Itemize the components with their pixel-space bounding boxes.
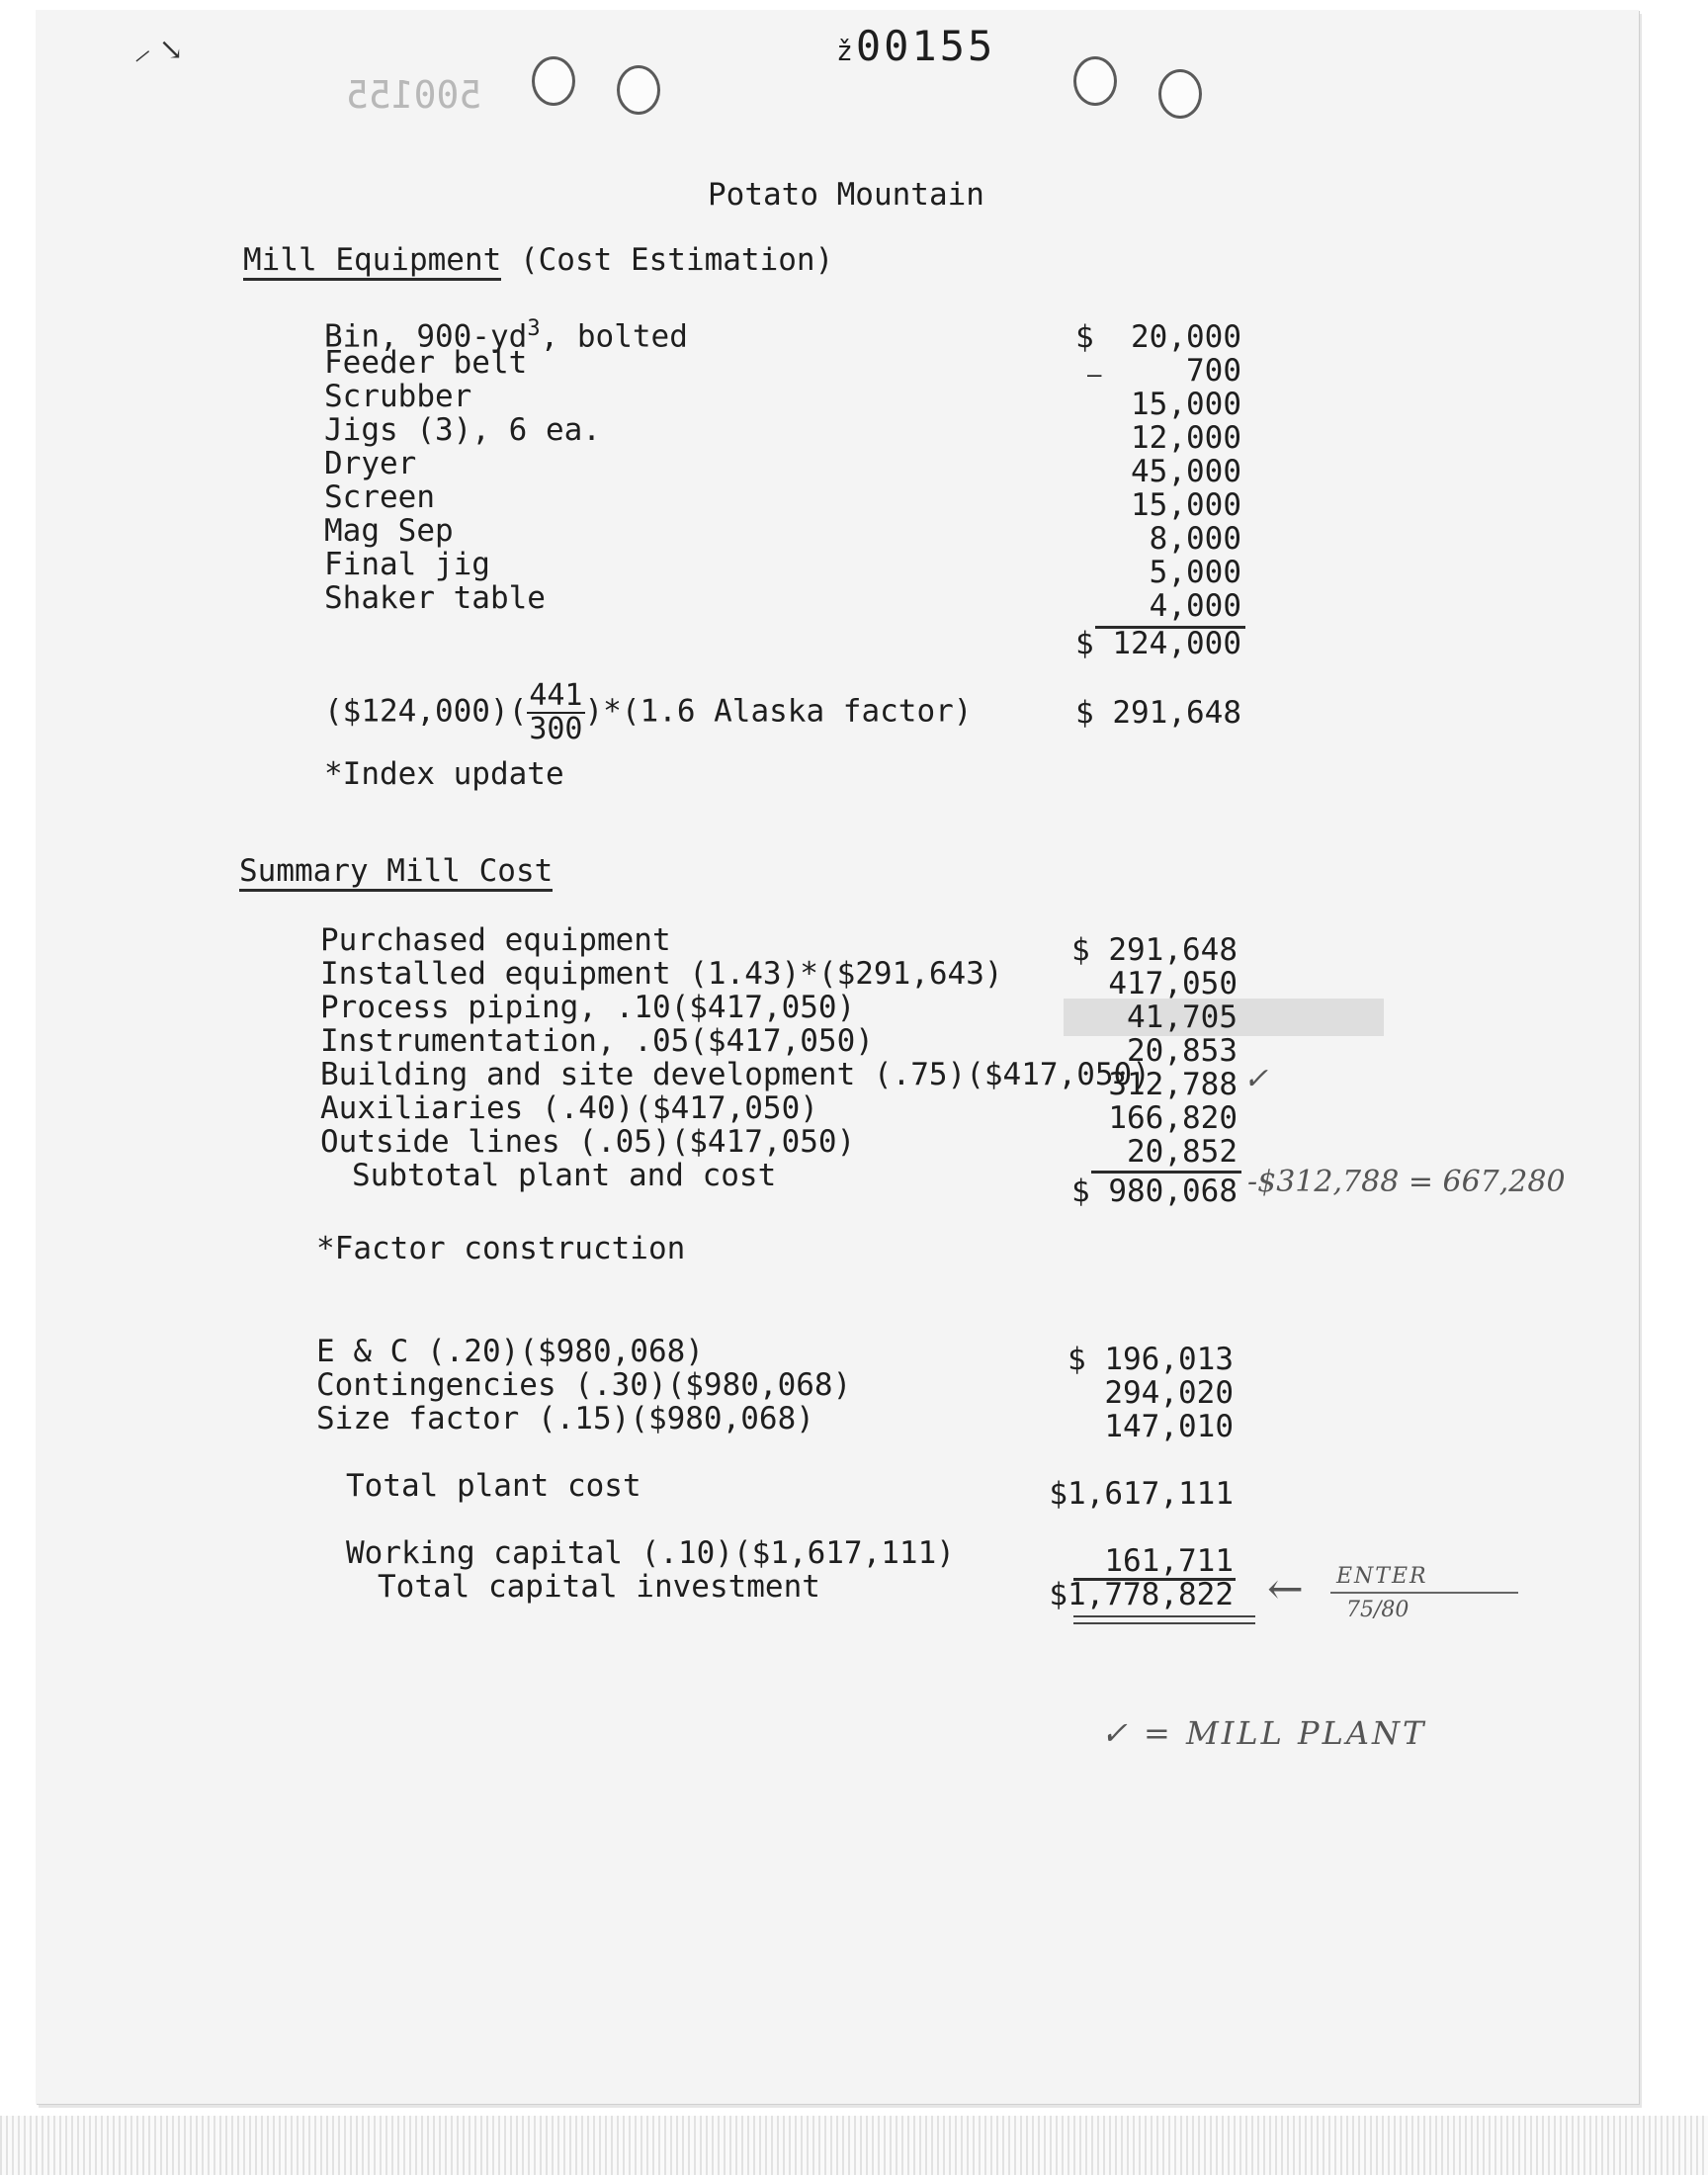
- cost-label: E & C (.20)($980,068): [316, 1334, 704, 1369]
- equipment-value: 12,000: [1131, 420, 1241, 456]
- equipment-label: Scrubber: [324, 379, 472, 414]
- equipment-value: 15,000: [1131, 387, 1241, 422]
- mill-equipment-heading-text: Mill Equipment: [243, 242, 501, 281]
- equipment-label: Mag Sep: [324, 513, 454, 549]
- summary-label: Installed equipment (1.43)*($291,643): [320, 956, 1003, 992]
- document-number-value: 00155: [855, 22, 996, 70]
- summary-value: 166,820: [1108, 1100, 1238, 1136]
- dash-mark: –: [1087, 361, 1102, 389]
- equipment-label: Jigs (3), 6 ea.: [324, 412, 601, 448]
- summary-value: 20,852: [1127, 1134, 1238, 1170]
- mill-plant-legend: ✓ = MILL PLANT: [1101, 1714, 1427, 1752]
- formula-value: $ 291,648: [1075, 695, 1241, 731]
- equipment-value: 5,000: [1149, 555, 1241, 590]
- punch-hole: [1073, 56, 1117, 106]
- equipment-value: 15,000: [1131, 487, 1241, 523]
- equipment-label: Screen: [324, 479, 435, 515]
- summary-value: 20,853: [1127, 1033, 1238, 1069]
- cost-label: Size factor (.15)($980,068): [316, 1401, 814, 1436]
- fraction-denominator: 300: [529, 712, 583, 746]
- total-investment-label: Total capital investment: [378, 1569, 820, 1605]
- page-title: Potato Mountain: [708, 177, 984, 213]
- enter-rule: [1330, 1592, 1518, 1594]
- formula-fraction: [527, 680, 584, 745]
- summary-value: 41,705: [1127, 1000, 1238, 1035]
- summary-label: Outside lines (.05)($417,050): [320, 1124, 856, 1160]
- double-underline: [1073, 1615, 1255, 1624]
- equipment-value: 8,000: [1149, 521, 1241, 557]
- ghost-stamp: 500155: [346, 73, 482, 117]
- total-investment-value: $1,778,822: [1049, 1577, 1234, 1612]
- equipment-label-superscript: 3: [527, 316, 541, 341]
- handwritten-subtotal-note: -$312,788 = 667,280: [1247, 1165, 1566, 1199]
- equipment-label: Feeder belt: [324, 345, 528, 381]
- punch-hole: [532, 56, 575, 106]
- punch-hole: [1158, 69, 1202, 119]
- arrow-icon: ←: [1267, 1564, 1304, 1614]
- total-plant-label: Total plant cost: [346, 1468, 641, 1504]
- cost-value: 294,020: [1104, 1375, 1234, 1411]
- summary-label: Instrumentation, .05($417,050): [320, 1023, 874, 1059]
- subtotal-value: $ 980,068: [1071, 1174, 1238, 1209]
- equipment-value: 45,000: [1131, 454, 1241, 489]
- total-plant-value: $1,617,111: [1049, 1476, 1234, 1512]
- equipment-total: $ 124,000: [1075, 626, 1241, 661]
- summary-label: Purchased equipment: [320, 922, 671, 958]
- formula-suffix: )*(1.6 Alaska factor): [584, 693, 973, 730]
- index-update-note: *Index update: [324, 756, 564, 792]
- summary-label: Auxiliaries (.40)($417,050): [320, 1090, 818, 1126]
- document-number-prefix: ž: [836, 35, 856, 67]
- document-page: [36, 10, 1639, 2104]
- summary-label: Process piping, .10($417,050): [320, 990, 856, 1025]
- working-capital-value: 161,711: [1104, 1543, 1234, 1579]
- fraction-numerator: 441: [529, 678, 583, 713]
- equipment-label: Shaker table: [324, 580, 546, 616]
- mill-equipment-heading-suffix: (Cost Estimation): [519, 242, 834, 278]
- equipment-label: Dryer: [324, 446, 417, 481]
- equipment-label-text: Bin, 900-yd: [324, 318, 528, 355]
- document-number: [836, 22, 995, 70]
- cost-value: 147,010: [1104, 1409, 1234, 1444]
- formula-prefix: ($124,000)(: [324, 693, 528, 730]
- summary-value: $ 291,648: [1071, 932, 1238, 968]
- equipment-value: $ 20,000: [1075, 319, 1241, 355]
- enter-annotation: ENTER: [1336, 1564, 1428, 1589]
- summary-label: Building and site development (.75)($417,050): [320, 1057, 1151, 1092]
- scanner-edge-strip: [0, 2116, 1708, 2175]
- summary-value: 312,788: [1108, 1067, 1238, 1102]
- equipment-label: Final jig: [324, 547, 490, 582]
- equipment-value: 700: [1186, 353, 1241, 389]
- summary-heading: [239, 854, 553, 888]
- corner-marks: ⸝ ↘: [134, 33, 184, 67]
- check-mark: ✓: [1243, 1062, 1269, 1096]
- summary-value: 417,050: [1108, 966, 1238, 1001]
- mill-equipment-heading: [243, 243, 833, 277]
- equipment-label-rest: , bolted: [540, 318, 688, 355]
- cost-value: $ 196,013: [1068, 1342, 1234, 1377]
- index-formula: [324, 680, 972, 745]
- factor-construction-note: *Factor construction: [316, 1231, 686, 1266]
- punch-hole: [617, 65, 660, 115]
- enter-code: 75/80: [1346, 1598, 1409, 1622]
- subtotal-label: Subtotal plant and cost: [352, 1158, 777, 1193]
- equipment-value: 4,000: [1149, 588, 1241, 624]
- working-capital-label: Working capital (.10)($1,617,111): [346, 1535, 955, 1571]
- summary-heading-text: Summary Mill Cost: [239, 853, 553, 892]
- cost-label: Contingencies (.30)($980,068): [316, 1367, 852, 1403]
